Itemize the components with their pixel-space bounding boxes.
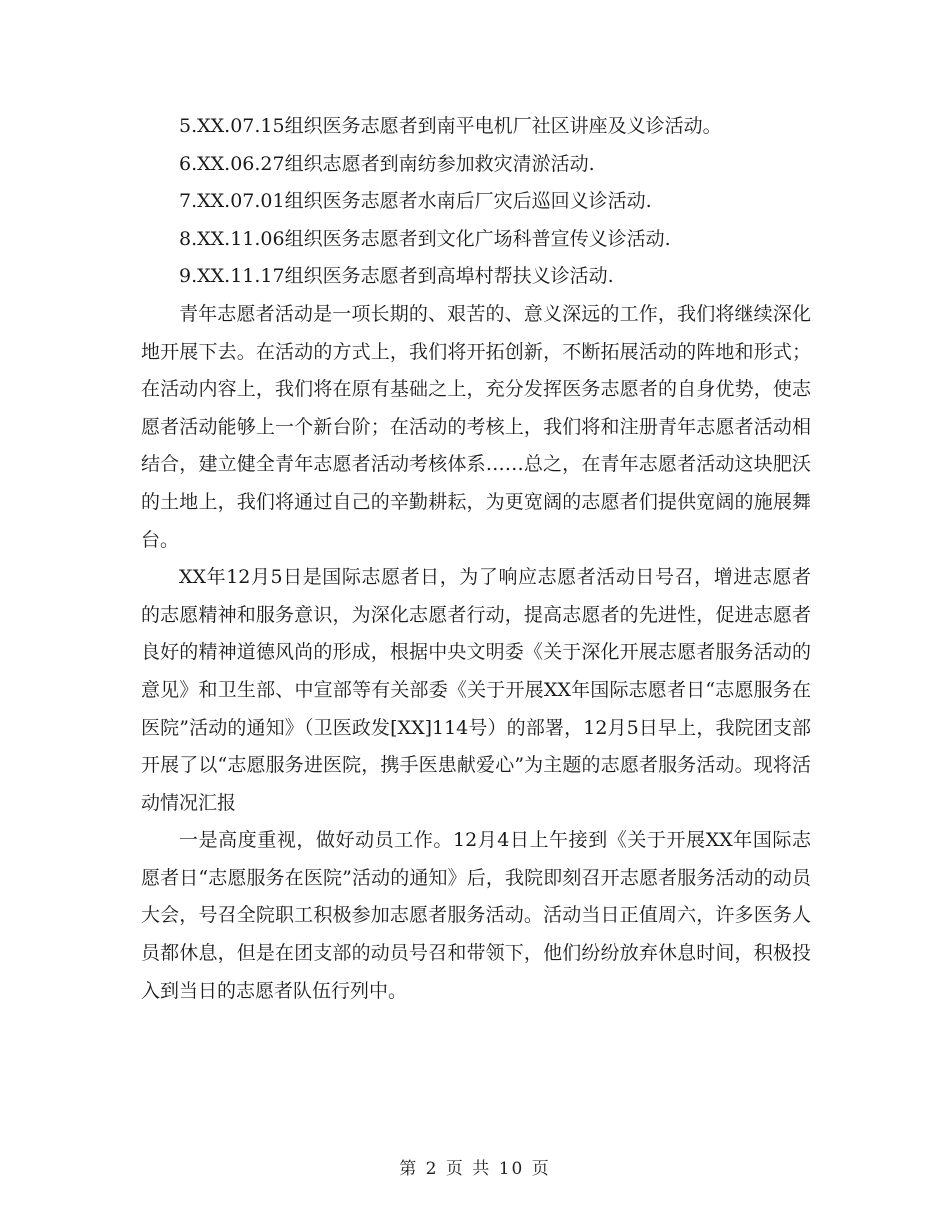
document-body <box>141 108 811 1010</box>
paragraph-mobilization: 一是高度重视，做好动员工作。12月4日上午接到《关于开展XX年国际志愿者日“志愿服务在医院”活动的通知》后，我院即刻召开志愿者服务活动的动员大会，号召全院职工积极参加志愿者服务活动。活动当日正值周六，许多医务人员都休息，但是在团支部的动员号召和带领下，他们纷纷放弃休息时间，积极投入到当日的志愿者队伍行列中。 <box>141 829 811 1002</box>
activity-list-item: 9.XX.11.17组织医务志愿者到高埠村帮扶义诊活动. <box>179 265 614 288</box>
paragraph-long-term-work: 青年志愿者活动是一项长期的、艰苦的、意义深远的工作，我们将继续深化地开展下去。在活动的方式上，我们将开拓创新，不断拓展活动的阵地和形式；在活动内容上，我们将在原有基础之上，充分发挥医务志愿者的自身优势，使志愿者活动能够上一个新台阶；在活动的考核上，我们将和注册青年志愿者活动相结合，建立健全青年志愿者活动考核体系……总之，在青年志愿者活动这块肥沃的土地上，我们将通过自己的辛勤耕耘，为更宽阔的志愿者们提供宽阔的施展舞台。 <box>141 302 811 551</box>
activity-list-item: 8.XX.11.06组织医务志愿者到文化广场科普宣传义诊活动. <box>179 227 671 250</box>
activity-list-item: 6.XX.06.27组织志愿者到南纺参加救灾清淤活动. <box>179 152 595 175</box>
activity-list-item: 7.XX.07.01组织医务志愿者水南后厂灾后巡回义诊活动. <box>179 190 652 213</box>
activity-list-item: 5.XX.07.15组织医务志愿者到南平电机厂社区讲座及义诊活动。 <box>179 115 722 137</box>
paragraph-volunteer-day: XX年12月5日是国际志愿者日，为了响应志愿者活动日号召，增进志愿者的志愿精神和服务意识，为深化志愿者行动，提高志愿者的先进性，促进志愿者良好的精神道德风尚的形成，根据中央文明委《关于深化开展志愿者服务活动的意见》和卫生部、中宣部等有关部委《关于开展XX年国际志愿者日“志愿服务在医院”活动的通知》（卫医政发[XX]114号）的部署，12月5日早上，我院团支部开展了以“志愿服务进医院，携手医患献爱心”为主题的志愿者服务活动。现将活动情况汇报 <box>141 566 811 814</box>
page-number-footer: 第 2 页 共 10 页 <box>399 1159 551 1179</box>
